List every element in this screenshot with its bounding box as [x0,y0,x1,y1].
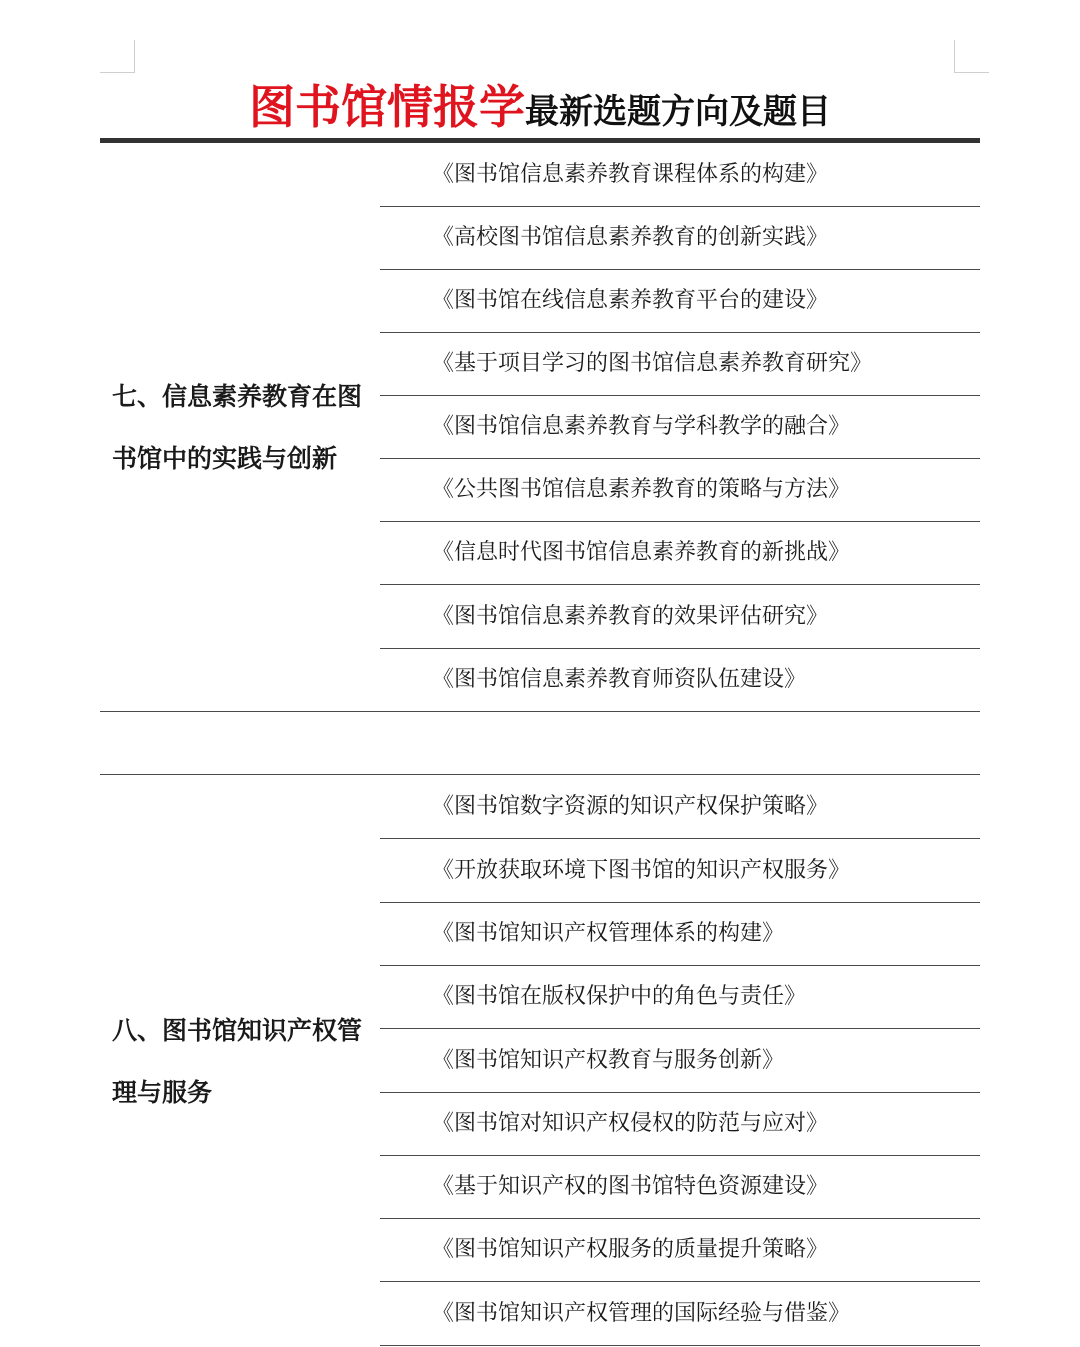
list-item-text: 《图书馆信息素养教育课程体系的构建》 [432,162,829,187]
section-label-8 [112,1000,380,1124]
list-item-text: 《图书馆知识产权教育与服务创新》 [432,1048,785,1073]
list-item-text: 《图书馆在版权保护中的角色与责任》 [432,984,807,1009]
list-item-text: 《基于知识产权的图书馆特色资源建设》 [432,1174,829,1199]
list-item [380,966,980,1029]
section-label-line: 理与服务 [112,1078,213,1107]
list-item [380,586,980,649]
list-item-text: 《图书馆知识产权管理的国际经验与借鉴》 [432,1301,851,1326]
section-label-line: 七、信息素养教育在图 [112,382,363,411]
list-item-text: 《基于项目学习的图书馆信息素养教育研究》 [432,351,873,376]
list-item-text: 《图书馆信息素养教育的效果评估研究》 [432,604,829,629]
list-item [380,903,980,966]
section-label-7 [112,366,380,490]
page-title-highlight: 图书馆情报学 [249,80,525,134]
list-item [380,1093,980,1156]
list-item [380,1156,980,1219]
list-item [380,649,980,712]
list-item [380,1030,980,1093]
list-item [380,270,980,333]
section-divider [100,711,380,712]
list-item [380,1219,980,1282]
list-item-text: 《高校图书馆信息素养教育的创新实践》 [432,225,829,250]
page-title [100,78,980,136]
list-item-text: 《开放获取环境下图书馆的知识产权服务》 [432,858,851,883]
list-item-text: 《公共图书馆信息素养教育的策略与方法》 [432,477,851,502]
list-item-text: 《图书馆信息素养教育与学科教学的融合》 [432,414,851,439]
list-item-text: 《图书馆数字资源的知识产权保护策略》 [432,794,829,819]
list-item-text: 《图书馆信息素养教育师资队伍建设》 [432,667,807,692]
section-label-line: 八、图书馆知识产权管 [112,1016,363,1045]
list-item-text: 《图书馆知识产权管理体系的构建》 [432,921,785,946]
list-item [380,396,980,459]
list-item [380,459,980,522]
list-item [380,333,980,396]
section-label-line: 书馆中的实践与创新 [112,444,338,473]
list-item [380,144,980,207]
title-divider [100,138,980,143]
list-item-text: 《图书馆在线信息素养教育平台的建设》 [432,288,829,313]
list-item [380,776,980,839]
crop-mark-top-left [100,40,135,73]
list-item [380,840,980,903]
crop-mark-top-right [954,40,989,73]
page-title-rest: 最新选题方向及题目 [525,92,831,132]
list-item [380,1283,980,1346]
section-divider [100,774,980,775]
list-item [380,207,980,270]
list-item-text: 《图书馆知识产权服务的质量提升策略》 [432,1237,829,1262]
list-item [380,522,980,585]
list-item-text: 《图书馆对知识产权侵权的防范与应对》 [432,1111,829,1136]
list-item-text: 《信息时代图书馆信息素养教育的新挑战》 [432,540,851,565]
